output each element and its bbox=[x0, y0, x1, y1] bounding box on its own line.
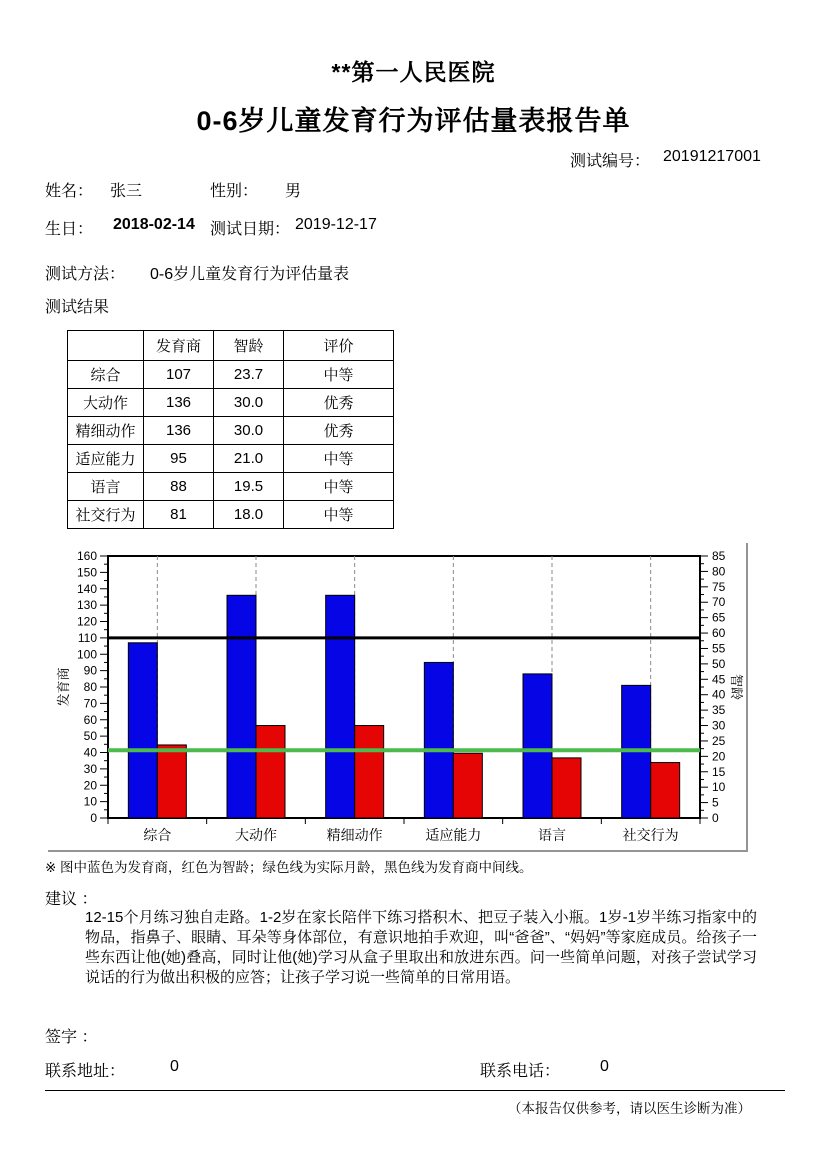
dq-cell: 95 bbox=[144, 445, 214, 473]
category-label: 适应能力 bbox=[425, 827, 482, 843]
dq-bar bbox=[128, 643, 157, 818]
method-value: 0-6岁儿童发育行为评估量表 bbox=[150, 266, 350, 283]
test-date-label: 测试日期： bbox=[210, 221, 291, 238]
right-tick-label: 40 bbox=[712, 687, 726, 702]
right-tick-label: 10 bbox=[712, 780, 726, 795]
name-label: 姓名： bbox=[45, 183, 94, 200]
left-tick-label: 150 bbox=[76, 565, 97, 580]
test-no-value: 20191217001 bbox=[663, 148, 761, 165]
left-tick-label: 40 bbox=[83, 745, 97, 760]
disclaimer-text: （本报告仅供参考，请以医生诊断为准） bbox=[508, 1101, 751, 1116]
ma-bar bbox=[552, 758, 581, 818]
ma-bar bbox=[355, 726, 384, 818]
column-header: 发育商 bbox=[144, 331, 214, 361]
right-tick-label: 85 bbox=[712, 549, 726, 563]
row-label: 大动作 bbox=[68, 389, 144, 417]
left-tick-label: 80 bbox=[83, 680, 97, 694]
right-tick-label: 5 bbox=[712, 795, 719, 810]
address-value: 0 bbox=[170, 1058, 179, 1075]
table-row bbox=[68, 417, 394, 445]
suggestion-text: 12-15个月练习独自走路。1-2岁在家长陪伴下练习搭积木、把豆子装入小瓶。1岁-1岁半练习指家中的物品，指鼻子、眼睛、耳朵等身体部位，有意识地拍手欢迎，叫“爸爸”、“妈妈”等家庭成员。给孩子一些东西让他(她)叠高，同时让他(她)学习从盒子里取出和放进东西。问一些简单问题，对孩子尝试学习说话的行为做出积极的应答；让孩子学习说一些简单的日常用语。 bbox=[85, 909, 757, 986]
phone-label: 联系电话： bbox=[480, 1063, 561, 1080]
left-tick-label: 90 bbox=[83, 663, 97, 678]
dq-cell: 88 bbox=[144, 473, 214, 501]
right-tick-label: 60 bbox=[712, 626, 726, 641]
address-label: 联系地址： bbox=[45, 1063, 126, 1080]
right-tick-label: 55 bbox=[712, 641, 726, 656]
left-tick-label: 70 bbox=[83, 696, 97, 711]
left-tick-label: 0 bbox=[90, 811, 97, 825]
bottom-divider bbox=[45, 1090, 785, 1091]
left-tick-label: 120 bbox=[76, 614, 97, 629]
row-label: 综合 bbox=[68, 361, 144, 389]
column-header: 智龄 bbox=[214, 331, 284, 361]
ma-cell: 18.0 bbox=[214, 501, 284, 529]
right-tick-label: 45 bbox=[712, 672, 726, 687]
right-tick-label: 70 bbox=[712, 595, 726, 610]
name-value: 张三 bbox=[110, 183, 143, 200]
left-tick-label: 130 bbox=[76, 598, 97, 613]
category-label: 精细动作 bbox=[326, 827, 383, 843]
dq-bar bbox=[523, 674, 552, 818]
table-row bbox=[68, 361, 394, 389]
category-label: 社交行为 bbox=[622, 827, 679, 843]
left-tick-label: 110 bbox=[77, 630, 97, 645]
left-tick-label: 140 bbox=[76, 581, 97, 596]
chart-legend-note: ※ 图中蓝色为发育商，红色为智龄；绿色线为实际月龄，黑色线为发育商中间线。 bbox=[45, 860, 533, 875]
result-section-label: 测试结果 bbox=[45, 299, 110, 316]
right-tick-label: 80 bbox=[712, 564, 726, 579]
phone-value: 0 bbox=[600, 1058, 609, 1075]
table-header-row bbox=[68, 331, 394, 361]
category-label: 语言 bbox=[538, 827, 566, 843]
ma-cell: 19.5 bbox=[214, 473, 284, 501]
left-tick-label: 20 bbox=[83, 778, 97, 793]
ma-cell: 21.0 bbox=[214, 445, 284, 473]
table-row bbox=[68, 445, 394, 473]
ma-cell: 30.0 bbox=[214, 389, 284, 417]
ma-cell: 30.0 bbox=[214, 417, 284, 445]
dq-cell: 81 bbox=[144, 501, 214, 529]
report-title: 0-6岁儿童发育行为评估量表报告单 bbox=[196, 106, 631, 136]
hospital-title: **第一人民医院 bbox=[331, 59, 496, 85]
dq-bar bbox=[326, 595, 355, 818]
ma-cell: 23.7 bbox=[214, 361, 284, 389]
rating-cell: 中等 bbox=[284, 445, 394, 473]
method-label: 测试方法： bbox=[45, 266, 126, 283]
right-tick-label: 35 bbox=[712, 703, 726, 718]
right-tick-label: 20 bbox=[712, 749, 726, 764]
category-label: 综合 bbox=[143, 827, 172, 843]
development-chart bbox=[48, 543, 746, 850]
birth-value: 2018-02-14 bbox=[113, 216, 195, 233]
gender-value: 男 bbox=[285, 183, 302, 200]
row-label: 适应能力 bbox=[68, 445, 144, 473]
left-tick-label: 30 bbox=[83, 761, 97, 776]
right-tick-label: 15 bbox=[712, 764, 726, 779]
table-row bbox=[68, 473, 394, 501]
development-chart-panel bbox=[48, 543, 748, 852]
row-label: 语言 bbox=[68, 473, 144, 501]
right-tick-label: 50 bbox=[712, 656, 726, 671]
rating-cell: 中等 bbox=[284, 473, 394, 501]
left-tick-label: 100 bbox=[76, 647, 97, 662]
row-label: 精细动作 bbox=[68, 417, 144, 445]
suggestion-label: 建议 ： bbox=[45, 891, 98, 908]
right-tick-label: 75 bbox=[712, 579, 726, 594]
table-row bbox=[68, 389, 394, 417]
ma-bar bbox=[157, 745, 186, 818]
test-no-label: 测试编号： bbox=[570, 153, 651, 170]
left-axis-title: 发育商 bbox=[56, 667, 71, 707]
column-header bbox=[68, 331, 144, 361]
column-header: 评价 bbox=[284, 331, 394, 361]
dq-cell: 136 bbox=[144, 417, 214, 445]
left-tick-label: 60 bbox=[83, 712, 97, 727]
dq-bar bbox=[227, 595, 256, 818]
left-tick-label: 50 bbox=[83, 729, 97, 744]
right-tick-label: 30 bbox=[712, 718, 726, 733]
rating-cell: 中等 bbox=[284, 501, 394, 529]
ma-bar bbox=[651, 763, 680, 818]
right-tick-label: 65 bbox=[712, 610, 726, 625]
dq-cell: 107 bbox=[144, 361, 214, 389]
row-label: 社交行为 bbox=[68, 501, 144, 529]
result-table bbox=[67, 330, 394, 529]
right-axis-title: 智龄 bbox=[729, 673, 744, 701]
right-tick-label: 25 bbox=[712, 733, 726, 748]
left-tick-label: 10 bbox=[83, 794, 97, 809]
ma-bar bbox=[256, 726, 285, 818]
table-row bbox=[68, 501, 394, 529]
rating-cell: 优秀 bbox=[284, 417, 394, 445]
dq-cell: 136 bbox=[144, 389, 214, 417]
rating-cell: 优秀 bbox=[284, 389, 394, 417]
rating-cell: 中等 bbox=[284, 361, 394, 389]
signature-label: 签字 ： bbox=[45, 1029, 98, 1046]
test-date-value: 2019-12-17 bbox=[295, 216, 377, 233]
right-tick-label: 0 bbox=[712, 811, 719, 825]
plot-area bbox=[108, 556, 700, 818]
category-label: 大动作 bbox=[235, 827, 277, 843]
birth-label: 生日： bbox=[45, 221, 94, 238]
dq-bar bbox=[424, 662, 453, 818]
ma-bar bbox=[453, 753, 482, 818]
left-tick-label: 160 bbox=[76, 549, 97, 563]
gender-label: 性别： bbox=[210, 183, 259, 200]
